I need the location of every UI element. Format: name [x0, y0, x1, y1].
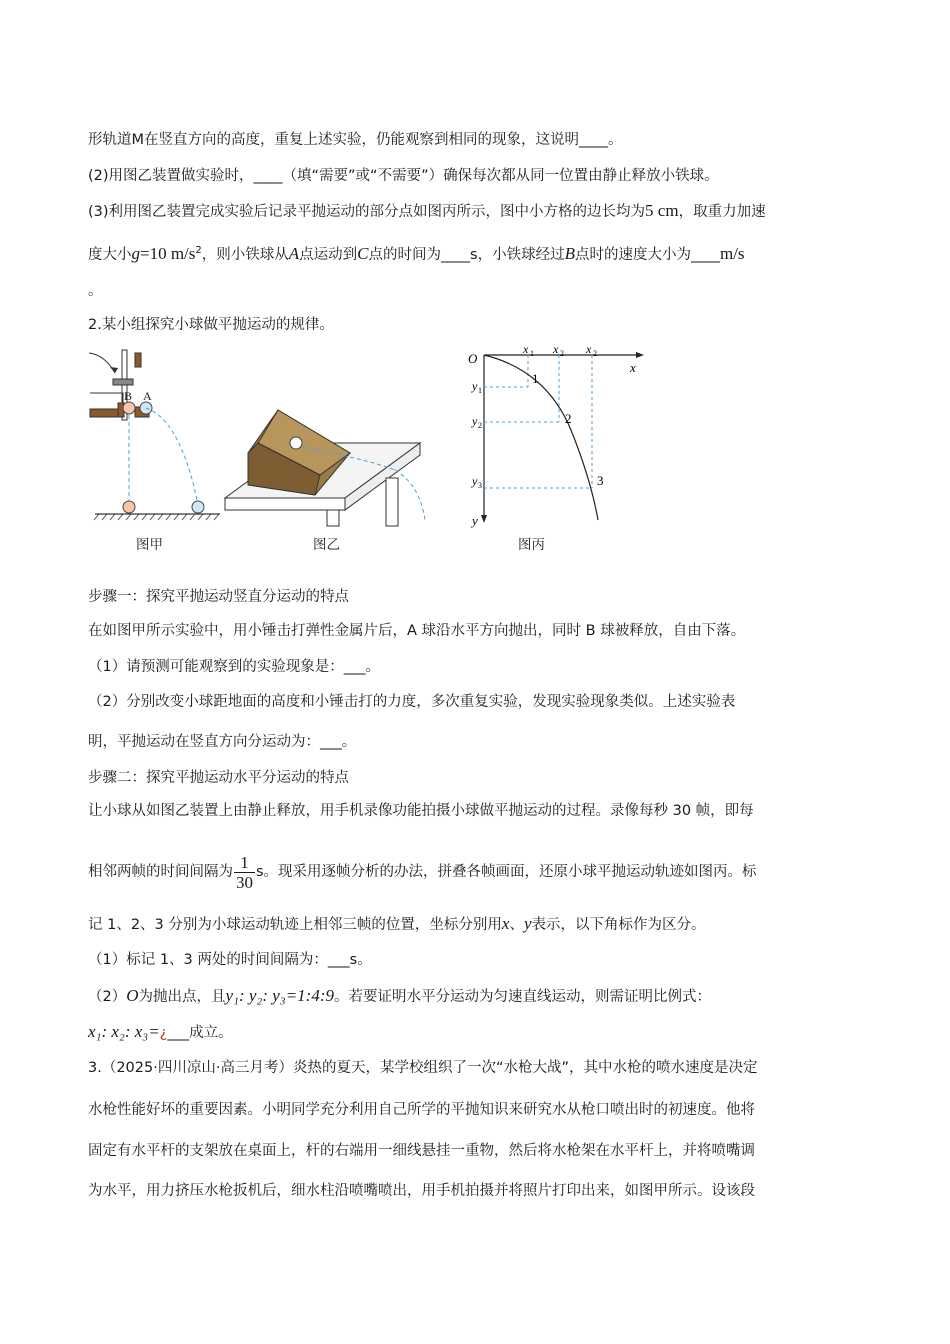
q1-line-1: 形轨道M在竖直方向的高度，重复上述实验，仍能观察到相同的现象，这说明____。	[88, 132, 623, 148]
point-3-label: 3	[597, 473, 604, 488]
y3-sub: 3	[478, 481, 482, 490]
point-1-label: 1	[532, 371, 539, 386]
x-axis-label: x	[630, 360, 636, 375]
step2-line-2: 相邻两帧的时间间隔为 $\frac{1}{30}$ s。现采用逐帧分析的办法，拼叠各帧画面，还原小球平抛运动轨迹如图丙。标	[88, 852, 757, 892]
q1-line-3: (3)利用图乙装置完成实验后记录平抛运动的部分点如图丙所示，图中小方格的边长均为5 cm，取重力加速	[88, 201, 766, 220]
step1-line-4: 明，平抛运动在竖直方向分运动为：___。	[88, 734, 357, 750]
y3-tick: y	[472, 474, 478, 488]
y1-sub: 1	[478, 386, 482, 395]
q3-line-4: 为水平，用力挤压水枪扳机后，细水柱沿喷嘴喷出，用手机拍摄并将照片打印出来，如图甲所示。设该段	[88, 1183, 755, 1199]
figure-yi	[220, 405, 435, 530]
y-axis-label: y	[472, 513, 478, 528]
figure-jia-label: 图甲	[136, 537, 163, 553]
x2-sub: 2	[560, 349, 564, 358]
step2-heading: 步骤二：探究平抛运动水平分运动的特点	[88, 770, 349, 786]
step2-line-4: （1）标记 1、3 两处的时间间隔为：___s。	[88, 952, 372, 968]
q2-title: 2.某小组探究小球做平抛运动的规律。	[88, 317, 334, 333]
step1-line-1: 在如图甲所示实验中，用小锤击打弹性金属片后，A 球沿水平方向抛出，同时 B 球被释放，自由下落。	[88, 623, 746, 639]
ball-a-label: A	[143, 389, 152, 403]
x2-tick: x	[553, 345, 559, 356]
origin-label: O	[468, 351, 478, 366]
q3-line-1: 3.（2025·四川凉山·高三月考）炎热的夏天，某学校组织了一次“水枪大战”，其中水枪的喷水速度是决定	[88, 1060, 758, 1076]
q3-line-3: 固定有水平杆的支架放在桌面上，杆的右端用一细线悬挂一重物，然后将水枪架在水平杆上，并将喷嘴调	[88, 1143, 755, 1159]
x3-sub: 2	[593, 349, 597, 358]
step2-line-5: （2）O为抛出点，且y₁: y₂: y₃=1:4:9。若要证明水平分运动为匀速直线运动，则需证明比例式：	[88, 986, 711, 1005]
y2-sub: 2	[478, 421, 482, 430]
ball-b-label: B	[124, 389, 133, 403]
step2-line-1: 让小球从如图乙装置上由静止释放，用手机录像功能拍摄小球做平抛运动的过程。录像每秒 30 帧，即每	[88, 803, 754, 819]
x1-tick: x	[523, 345, 529, 356]
figure-bing	[466, 345, 656, 530]
x3-tick: x	[586, 345, 592, 356]
x1-sub: 1	[530, 349, 534, 358]
step2-line-6: x₁: x₂: x₃=¿___成立。	[88, 1022, 233, 1041]
q1-line-5: 。	[88, 283, 103, 299]
step1-line-3: （2）分别改变小球距地面的高度和小锤击打的力度，多次重复实验，发现实验现象类似。上述实验表	[88, 694, 736, 710]
step2-line-3: 记 1、2、3 分别为小球运动轨迹上相邻三帧的位置，坐标分别用x、y表示，以下角标作为区分。	[88, 914, 706, 933]
figure-jia	[85, 345, 225, 530]
step1-heading: 步骤一：探究平抛运动竖直分运动的特点	[88, 589, 349, 605]
y1-tick: y	[472, 379, 478, 393]
figure-yi-label: 图乙	[313, 537, 340, 553]
q1-line-2: (2)用图乙装置做实验时，____（填“需要”或“不需要”）确保每次都从同一位置由静止释放小铁球。	[88, 168, 719, 184]
q1-line-4: 度大小g=10 $m/s^2$，则小铁球从A点运动到C点的时间为____s，小铁球经过B点时的速度大小为____m/s	[88, 243, 745, 263]
fraction: $\frac{1}{30}$	[236, 852, 253, 892]
y2-tick: y	[472, 414, 478, 428]
q3-line-2: 水枪性能好坏的重要因素。小明同学充分利用自己所学的平抛知识来研究水从枪口喷出时的初速度。他将	[88, 1102, 755, 1118]
figure-bing-label: 图丙	[518, 537, 545, 553]
point-2-label: 2	[565, 411, 572, 426]
step1-line-2: （1）请预测可能观察到的实验现象是：___。	[88, 659, 380, 675]
